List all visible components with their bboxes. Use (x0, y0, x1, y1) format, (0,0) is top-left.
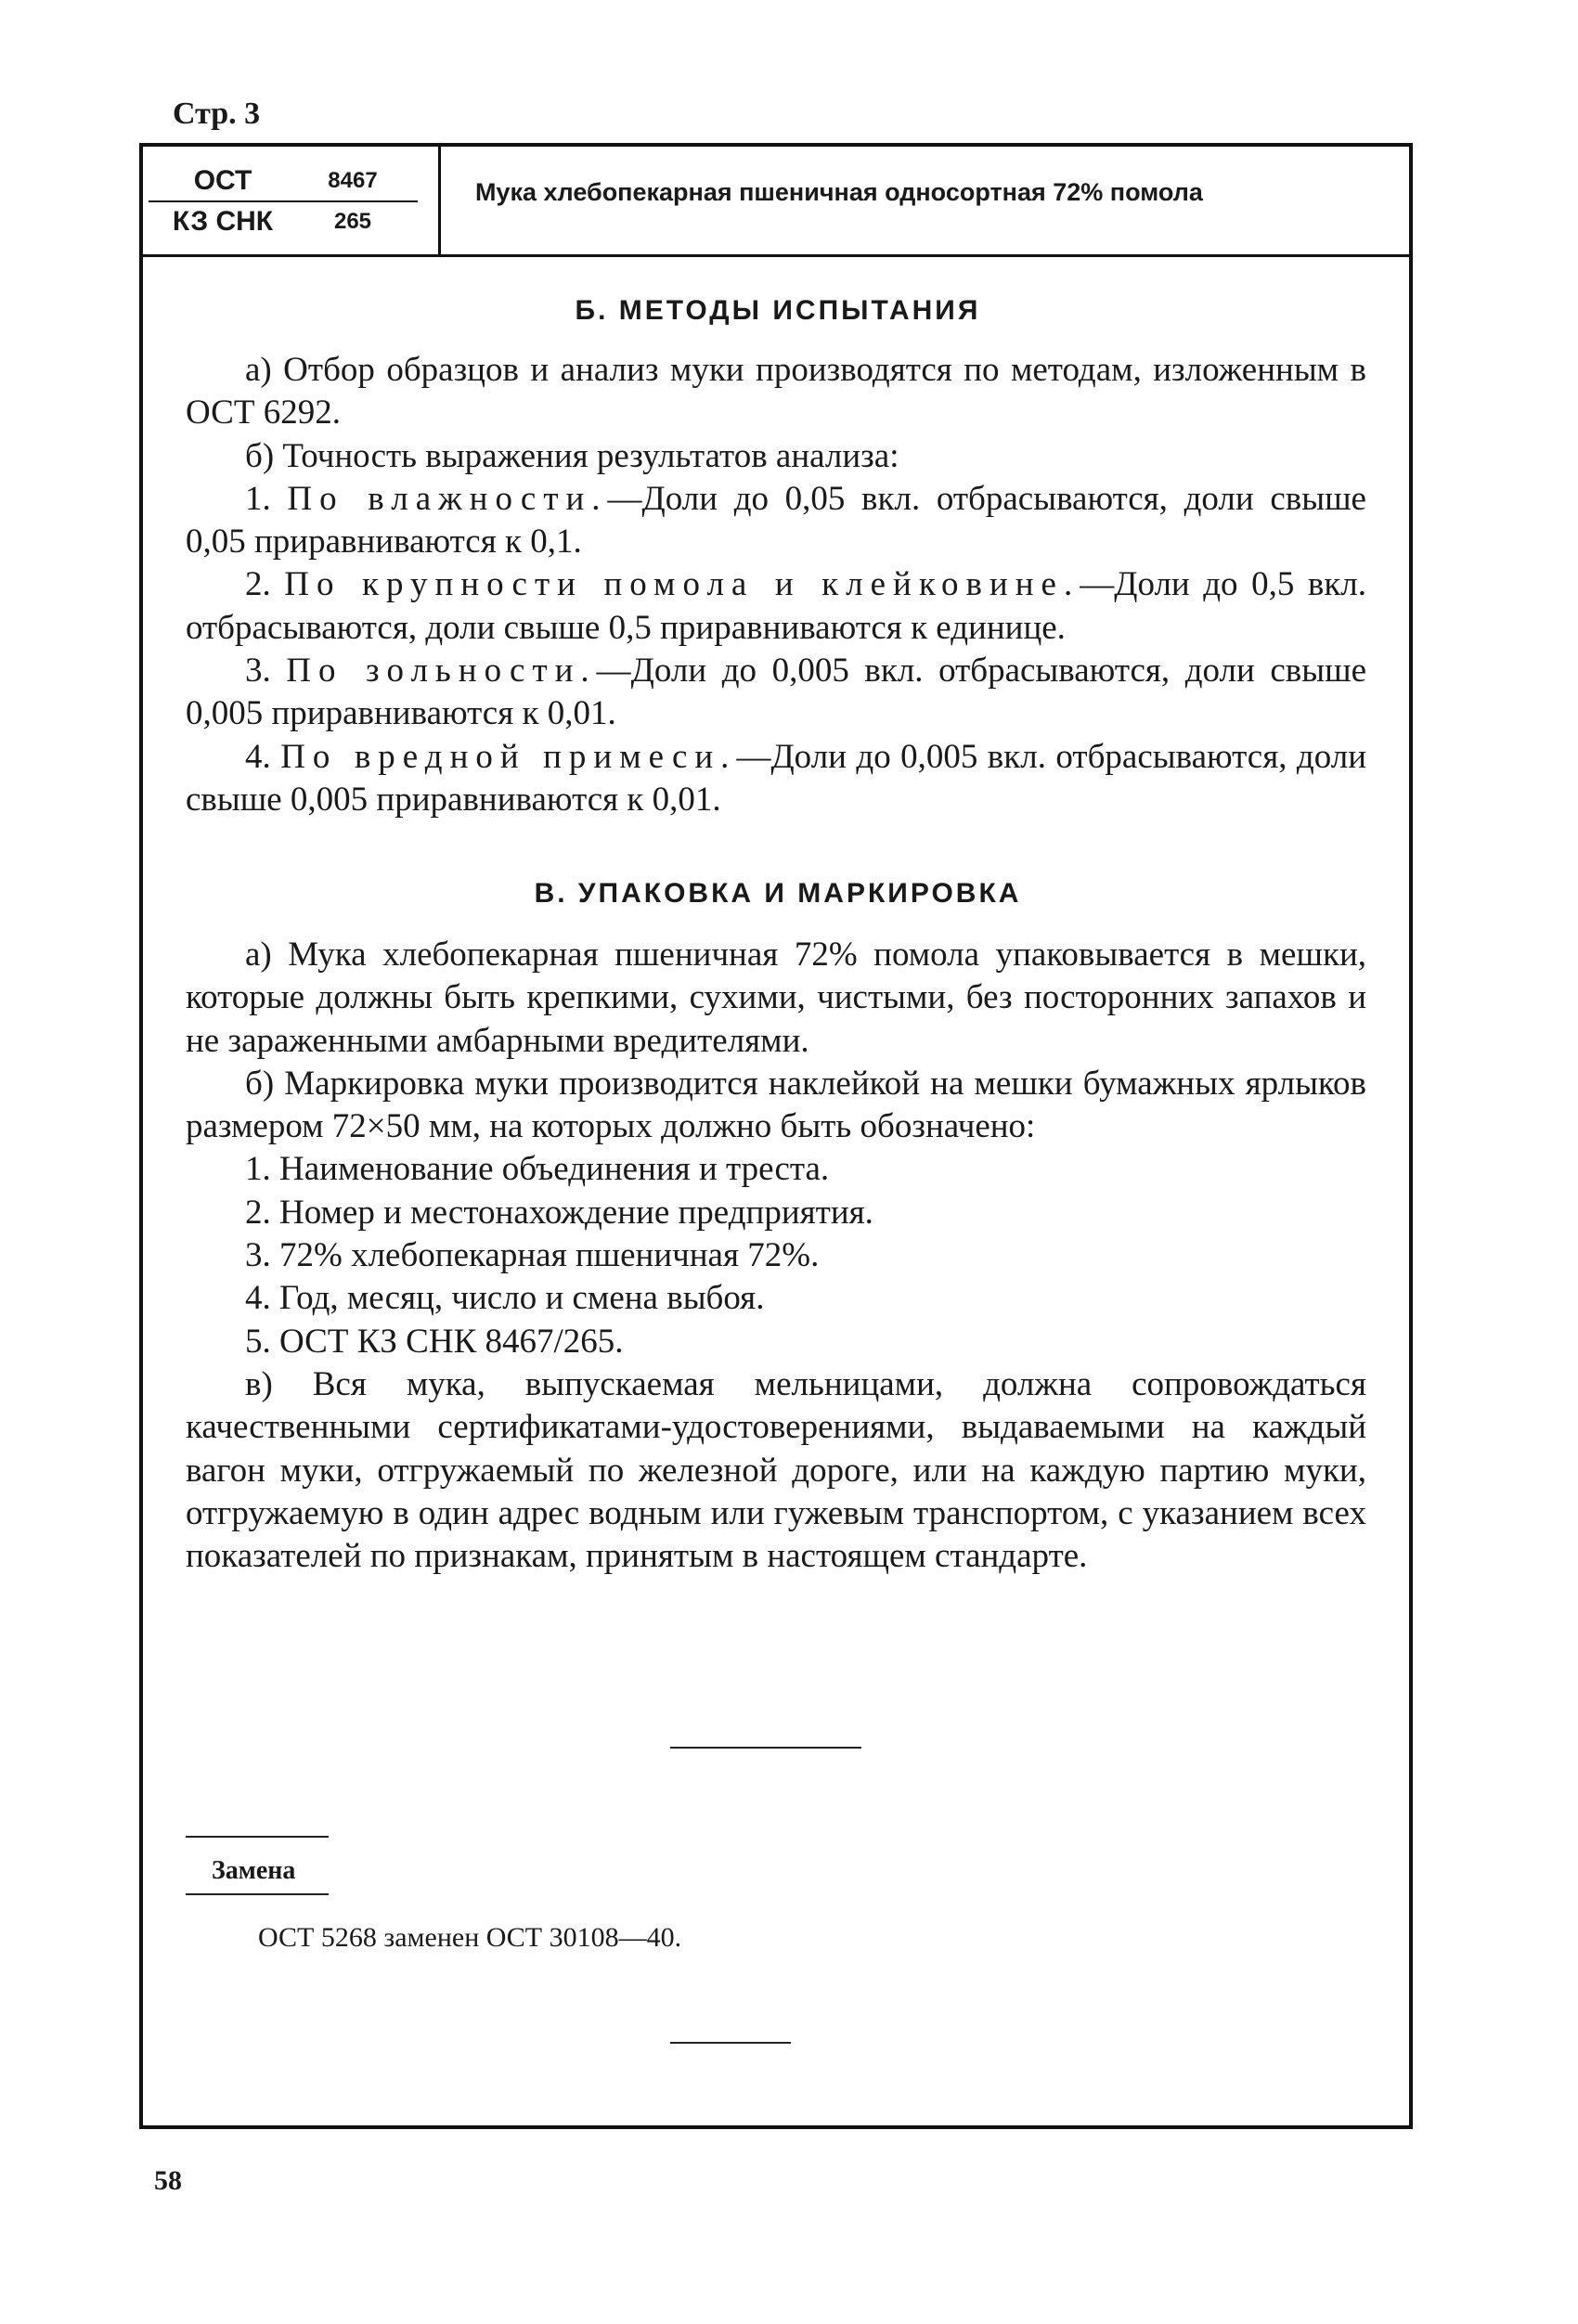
section-v-heading: В. УПАКОВКА И МАРКИРОВКА (534, 878, 1022, 909)
marking-list-item: 5. ОСТ КЗ СНК 8467/265. (245, 1322, 624, 1361)
marking-list-item: 2. Номер и местонахождение предприятия. (245, 1193, 873, 1232)
method-item: 4. По вредной примеси.—Доли до 0,005 вкл. отбрасываются, доли свыше 0,005 приравниваются к 0,01. (186, 737, 1367, 819)
section-v-para-b: б) Маркировка муки производится наклейкой на мешки бумажных ярлыков размером 72×50 мм, на которых должно быть обозначено: (186, 1064, 1366, 1146)
marking-list-item: 4. Год, месяц, число и смена выбоя. (245, 1279, 765, 1318)
method-item: 3. По зольности.—Доли до 0,005 вкл. отбрасываются, доли свыше 0,005 приравниваются к 0,01. (186, 652, 1366, 733)
header-divider (438, 143, 441, 256)
replacement-rule-bottom (186, 1893, 329, 1895)
code-left-top: ОСТ (193, 165, 252, 196)
frame-top-border (143, 143, 1413, 147)
replacement-text: ОСТ 5268 заменен ОСТ 30108—40. (258, 1922, 682, 1953)
section-v-body (186, 934, 1366, 1578)
section-b-body (186, 349, 1366, 821)
code-left-bottom: КЗ СНК (172, 206, 274, 237)
code-fraction-line (149, 200, 418, 202)
method-item: 2. По крупности помола и клейковине.—Доли до 0,5 вкл. отбрасываются, доли свыше 0,5 приравниваются к единице. (186, 565, 1367, 647)
frame-right-border (1409, 143, 1413, 2129)
end-divider (670, 1747, 861, 1749)
marking-list-item: 3. 72% хлебопекарная пшеничная 72%. (245, 1236, 820, 1275)
replacement-label: Замена (212, 1856, 296, 1885)
section-b-para-a: а) Отбор образцов и анализ муки производятся по методам, изложенным в ОСТ 6292. (186, 351, 1366, 433)
page-number: 58 (154, 2165, 182, 2196)
standard-code-cell (149, 165, 427, 238)
page-label: Стр. 3 (173, 97, 261, 131)
document-title: Мука хлебопекарная пшеничная односортная 72% помола (475, 178, 1203, 206)
marking-list-item: 1. Наименование объединения и треста. (245, 1150, 830, 1189)
replacement-rule-top (186, 1836, 329, 1838)
header-bottom-border (143, 254, 1413, 257)
section-b-para-b: б) Точность выражения результатов анализа: (245, 436, 899, 475)
code-right-bottom: 265 (333, 209, 372, 234)
code-right-top: 8467 (328, 168, 378, 193)
frame-bottom-border (143, 2125, 1413, 2129)
frame-left-border (139, 143, 143, 2129)
section-v-para-v: в) Вся мука, выпускаемая мельницами, должна сопровождаться качественными сертификатами-удостоверениями, выдаваемыми на каждый вагон муки, отгружаемый по железной дороге, или на каждую партию муки, отгружаемую в один адрес водным или гужевым транспортом, с указанием всех показателей по признакам, принятым в настоящем стандарте. (186, 1364, 1366, 1576)
bottom-divider (670, 2042, 791, 2044)
section-b-heading: Б. МЕТОДЫ ИСПЫТАНИЯ (575, 295, 981, 326)
method-item: 1. По влажности.—Доли до 0,05 вкл. отбрасываются, доли свыше 0,05 приравниваются к 0,1. (186, 479, 1366, 562)
section-v-para-a: а) Мука хлебопекарная пшеничная 72% помола упаковывается в мешки, которые должны быть крепкими, сухими, чистыми, без посторонних запахов и не зараженными амбарными вредителями. (186, 936, 1366, 1060)
